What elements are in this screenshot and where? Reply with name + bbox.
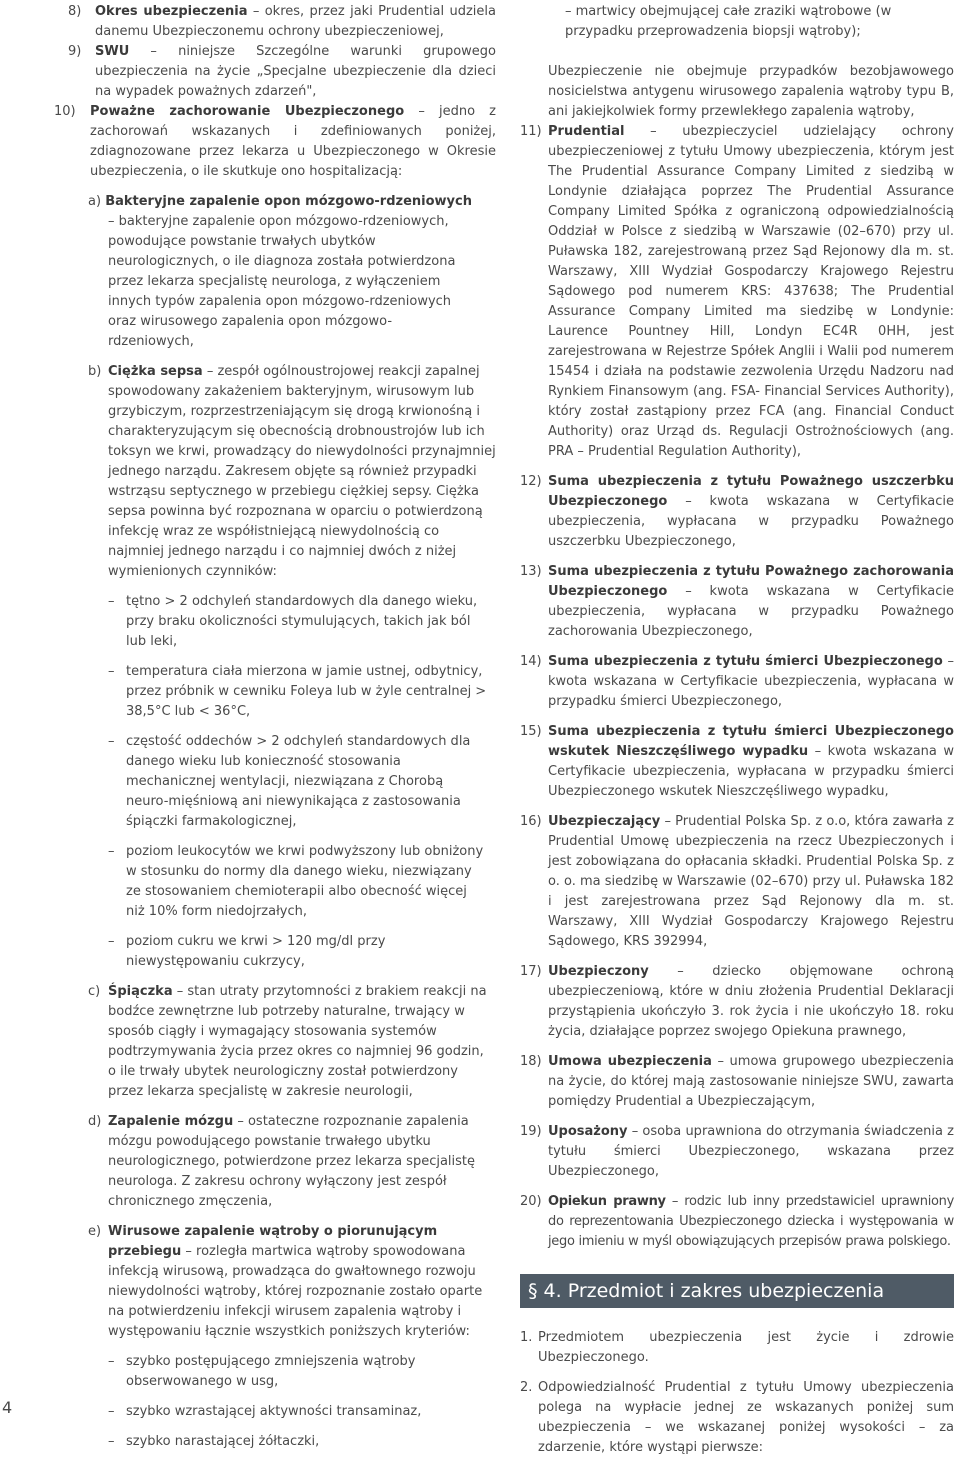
definition-10: [54, 102, 497, 182]
subitem-label: d): [88, 1114, 102, 1129]
list-item: – tętno > 2 odchyleń standardowych dla danego wieku, przy braku okoliczności stymulujących, takich jak ból lub leki,: [108, 594, 478, 649]
definition-text: – niniejsze Szczególne warunki grupowego ubezpieczenia na życie „Specjalne ubezpieczenie dla dzieci na wypadek poważnych zdarzeń",: [95, 44, 496, 99]
term: Okres ubezpieczenia: [95, 4, 248, 19]
term: Zapalenie mózgu: [108, 1114, 234, 1129]
item-number: 9): [68, 44, 82, 59]
list-item: – częstość oddechów > 2 odchyleń standardowych dla danego wieku lub konieczność stosowania mechanicznej wentylacji, niezwiązana z Chorobą neuro-mięśniową ani niewynikająca z zastosowania śpiączki farmakologicznej,: [108, 734, 471, 829]
subitem-text: – zespół ogólnoustrojowej reakcji zapalnej spowodowany zakażeniem bakteryjnym, wirusowym lub grzybiczym, rozprzestrzeniającym się drogą krwionośną i charakteryzującym się obecnością drobnoustrojów lub ich toksyn we krwi, prowadzący do niewydolności przynajmniej jednego narządu. Zakresem objęte są również przypadki wstrząsu septycznego w przebiegu ciężkiej sepsy. Ciężka sepsa powinna być rozpoznana w oparciu o potwierdzoną infekcję wraz ze współistniejącą niewydolnością co najmniej jednego narządu i co najmniej dwóch z niżej wymienionych czynników:: [108, 364, 496, 579]
definition-text: – jedno z zachorowań wskazanych i zdefiniowanych poniżej, zdiagnozowane przez lekarza u Ubezpieczonego w Okresie ubezpieczenia, o ile skutkuje ono hospitalizacją:: [90, 104, 497, 179]
definition-9: [68, 42, 496, 102]
list-item: 2. Odpowiedzialność Prudential z tytułu Umowy ubezpieczenia polega na wypłacie jednej ze wskazanych poniżej sum ubezpieczenia – we wskazanej poniżej wysokości – za zdarzenie, które wystąpi pierwsze:: [520, 1380, 954, 1455]
page-number: 4: [2, 1398, 13, 1417]
list-item: 1. Przedmiotem ubezpieczenia jest życie i zdrowie Ubezpieczonego.: [520, 1330, 954, 1365]
subitem-label: e): [88, 1224, 102, 1239]
definition-19: 19) Uposażony – osoba uprawniona do otrzymania świadczenia z tytułu śmierci Ubezpieczonego, wskazana przez Ubezpieczonego,: [520, 1124, 954, 1179]
sepsis-criteria-list: [108, 592, 488, 972]
subitem-text: – stan utraty przytomności z brakiem reakcji na bodźce zewnętrzne lub potrzeby naturalne, trwający w sposób ciągły i wymagający stosowania systemów podtrzymywania życia przez okres co najmniej 96 godzin, o ile trwały ubytek neurologiczny został potwierdzony przez lekarza specjalistę w zakresie neurologii,: [108, 984, 487, 1099]
definition-14: 14) Suma ubezpieczenia z tytułu śmierci Ubezpieczonego – kwota wskazana w Certyfikacie ubezpieczenia, wypłacana w przypadku śmierci Ubezpieczonego,: [520, 654, 954, 709]
definition-11: 11) Prudential – ubezpieczyciel udzielający ochrony ubezpieczeniowej z tytułu Umowy ubezpieczenia, którym jest The Prudential Assurance Company Limited z siedzibą w Londynie działająca poprzez The Prudential Assurance Company Limited Spółka z ograniczoną odpowiedzialnością Oddział w Polsce z siedzibą w Warszawie (02–670) przy ul. Puławska 182, zarejestrowaną przez Sąd Rejonowy dla m. st. Warszawy, XIII Wydział Gospodarczy Krajowego Rejestru Sądowego pod numerem KRS: 437638; The Prudential Assurance Company Limited ma siedzibę w Londynie: Laurence Pountney Hill, Londyn EC4R 0HH, jest zarejestrowana w Rejestrze Spółek Anglii i Walii pod numerem 15454 i działa na podstawie zezwolenia Urzędu Nadzoru nad Rynkiem Finansowym (ang. FSA- Financial Services Authority), który został zastąpiony przez FCA (ang. Financial Conduct Authority) oraz Urząd ds. Regulacji Ostrożnościowych (ang. PRA – Prudential Regulation Authority),: [520, 124, 954, 459]
subitem-text: – rozległa martwica wątroby spowodowana infekcją wirusową, prowadząca do gwałtownego rozwoju niewydolności wątroby, której rozpoznanie zostało oparte na potwierdzeniu infekcji wirusem zapalenia wątroby i występowaniu łącznie wszystkich poniższych kryteriów:: [108, 1244, 483, 1339]
definition-12: 12) Suma ubezpieczenia z tytułu Poważnego uszczerbku Ubezpieczonego – kwota wskazana w Certyfikacie ubezpieczenia, wypłacana w przypadku Poważnego uszczerbku Ubezpieczonego,: [520, 474, 954, 549]
left-column: [54, 2, 497, 1452]
item-number: 8): [68, 4, 82, 19]
section-heading: § 4. Przedmiot i zakres ubezpieczenia: [520, 1274, 954, 1308]
subitem-text: – bakteryjne zapalenie opon mózgowo-rdzeniowych, powodujące powstanie trwałych ubytków neurologicznych, o ile diagnoza została potwierdzona przez lekarza specjalistę neurologa, z wyłączeniem innych typów zapalenia opon mózgowo-rdzeniowych oraz wirusowego zapalenia opon mózgowo-rdzeniowych,: [108, 214, 456, 349]
definition-16: 16) Ubezpieczający – Prudential Polska Sp. z o.o, która zawarła z Prudential Umowę ubezpieczenia na rzecz Ubezpieczonych i jest zobowiązana do opłacania składki. Prudential Polska Sp. z o. o. ma siedzibę w Warszawie (02–670) przy ul. Puławska 182 i jest zarejestrowana przez Sąd Rejonowy dla m. st. Warszawy, XIII Wydział Gospodarczy Krajowego Rejestru Sądowego, KRS 392994,: [520, 814, 954, 949]
definition-15: 15) Suma ubezpieczenia z tytułu śmierci Ubezpieczonego wskutek Nieszczęśliwego wypadku – kwota wskazana w Certyfikacie ubezpieczenia, wypłacana w przypadku śmierci Ubezpieczonego wskutek Nieszczęśliwego wypadku,: [520, 724, 955, 799]
list-item: – szybko postępującego zmniejszenia wątroby obserwowanego w usg,: [108, 1354, 416, 1389]
definition-text: – okres, przez jaki Prudential udziela danemu Ubezpieczonemu ochrony ubezpieczeniowej,: [95, 4, 496, 39]
term: Ciężka sepsa: [108, 364, 203, 379]
hepatitis-criteria-list: [108, 1352, 488, 1452]
right-column: [520, 2, 954, 1458]
section-items: [520, 1328, 954, 1458]
hepatitis-criteria-continued: – martwicy obejmującej całe zraziki wątrobowe (w przypadku przeprowadzenia biopsji wątroby);: [565, 4, 892, 39]
definition-13: 13) Suma ubezpieczenia z tytułu Poważnego zachorowania Ubezpieczonego – kwota wskazana w Certyfikacie ubezpieczenia, wypłacana w przypadku Poważnego zachorowania Ubezpieczonego,: [520, 564, 954, 639]
subitem-text: – ostateczne rozpoznanie zapalenia mózgu powodującego powstanie trwałego ubytku neurologicznego, potwierdzone przez lekarza specjalistę neurologa. Z zakresu ochrony wyłączony jest zespół chronicznego zmęczenia,: [108, 1114, 476, 1209]
subitem-d: [88, 1112, 496, 1212]
subitem-c: [88, 982, 496, 1102]
subitem-label: a): [88, 194, 102, 209]
list-item: – szybko narastającej żółtaczki,: [108, 1434, 320, 1449]
list-item: – szybko wzrastającej aktywności transaminaz,: [108, 1404, 422, 1419]
term: Śpiączka: [108, 984, 173, 999]
definition-17: 17) Ubezpieczony – dziecko objęmowane ochroną ubezpieczeniową, które w dniu złożenia Prudential Deklaracji przystąpienia ukończyło 3. rok życia i nie ukończyło 18. roku życia, działające poprzez swojego Opiekuna prawnego,: [520, 964, 954, 1039]
item-number: 10): [54, 104, 76, 119]
definition-20: 20) Opiekun prawny – rodzic lub inny przedstawiciel uprawniony do reprezentowania Ubezpieczonego dziecka i występowania w jego imieniu w myśl obowiązujących przepisów prawa polskiego.: [520, 1194, 954, 1249]
term: Poważne zachorowanie Ubezpieczonego: [90, 104, 405, 119]
definitions-list: [520, 122, 954, 1252]
term: Bakteryjne zapalenie opon mózgowo-rdzeniowych: [105, 194, 472, 209]
term: Wirusowe zapalenie wątroby o piorunującym przebiegu: [108, 1224, 438, 1259]
definition-18: 18) Umowa ubezpieczenia – umowa grupowego ubezpieczenia na życie, do której mają zastosowanie niniejsze SWU, zawarta pomiędzy Prudential a Ubezpieczającym,: [520, 1054, 955, 1109]
definition-8: [68, 2, 496, 42]
exclusion-note: Ubezpieczenie nie obejmuje przypadków bezobjawowego nosicielstwa antygenu wirusowego zapalenia wątroby typu B, ani jakiejkolwiek formy przewlekłego zapalenia wątroby,: [548, 64, 954, 119]
subitem-a: [88, 192, 496, 352]
subitem-label: c): [88, 984, 101, 999]
list-item: – temperatura ciała mierzona w jamie ustnej, odbytnicy, przez próbnik w cewniku Foleya lub w żyle centralnej > 38,5°C lub < 36°C,: [108, 664, 487, 719]
term: SWU: [95, 44, 130, 59]
subitem-e: [88, 1222, 496, 1342]
subitem-label: b): [88, 364, 102, 379]
subitem-b: [88, 362, 496, 582]
list-item: – poziom cukru we krwi > 120 mg/dl przy niewystępowaniu cukrzycy,: [108, 934, 386, 969]
list-item: – poziom leukocytów we krwi podwyższony lub obniżony w stosunku do normy dla danego wieku, niezwiązany ze stosowaniem chemioterapii albo obecność więcej niż 10% form niedojrzałych,: [108, 844, 484, 919]
